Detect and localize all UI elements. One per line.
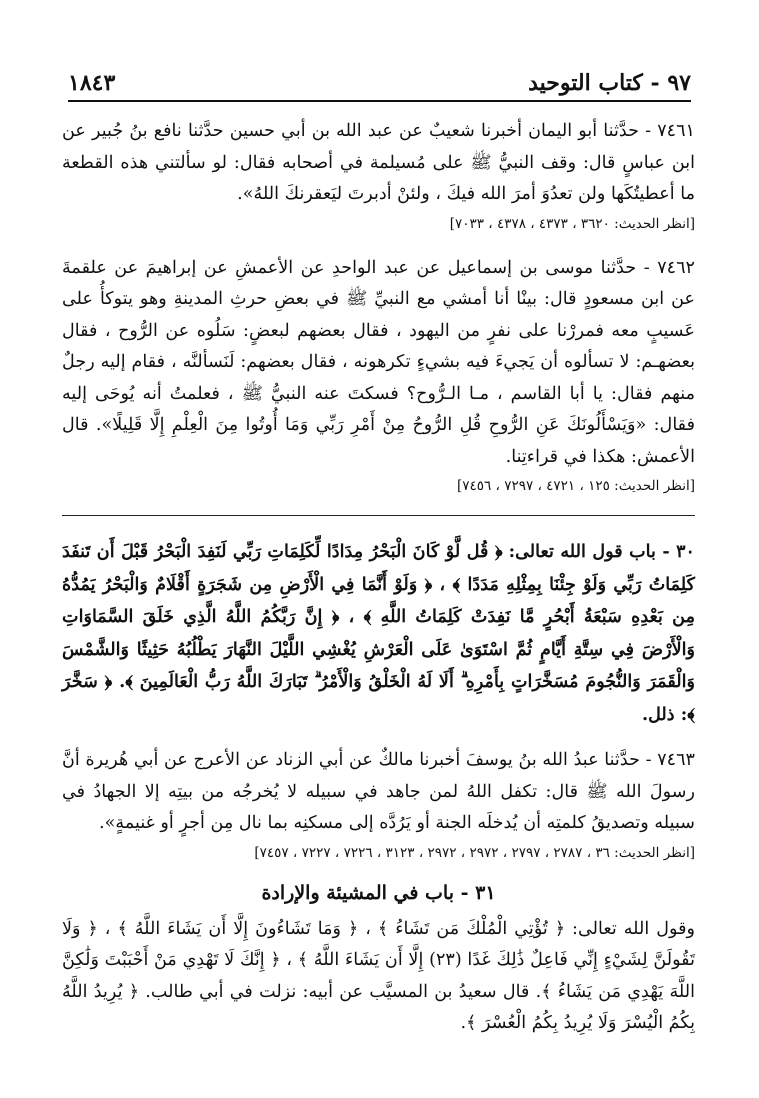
hadith-7462-refs: [انظر الحديث: ١٢٥ ، ٤٧٢١ ، ٧٢٩٧ ، ٧٤٥٦]	[456, 478, 695, 494]
page-content	[62, 116, 695, 1042]
page-header	[68, 60, 691, 102]
bab-31-title: ٣١ - باب في المشيئة والإرادة	[261, 881, 496, 904]
bab-30-text: ﴿ قُل لَّوْ كَانَ الْبَحْرُ مِدَادًا لِّكَلِمَاتِ رَبِّي لَنَفِدَ الْبَحْرُ قَبْلَ أَن تَنفَدَ كَلِمَاتُ رَبِّي وَلَوْ جِئْنَا بِمِثْلِهِ مَدَدًا ﴾ ، ﴿ وَلَوْ أَنَّمَا فِي الْأَرْضِ مِن شَجَرَةٍ أَقْلَامٌ وَالْبَحْرُ يَمُدُّهُ مِن بَعْدِهِ سَبْعَةُ أَبْحُرٍ مَّا نَفِدَتْ كَلِمَاتُ اللَّهِ ﴾ ، ﴿ إِنَّ رَبَّكُمُ اللَّهُ الَّذِي خَلَقَ السَّمَاوَاتِ وَالْأَرْضَ فِي سِتَّةِ أَيَّامٍ ثُمَّ اسْتَوَىٰ عَلَى الْعَرْشِ يُغْشِي اللَّيْلَ النَّهَارَ يَطْلُبُهُ حَثِيثًا وَالشَّمْسَ وَالْقَمَرَ وَالنُّجُومَ مُسَخَّرَاتٍ بِأَمْرِهِ ۗ أَلَا لَهُ الْخَلْقُ وَالْأَمْرُ ۗ تَبَارَكَ اللَّهُ رَبُّ الْعَالَمِينَ ﴾. ﴿ سَخَّرَ ﴾: ذلل.	[62, 541, 695, 725]
bab-30-title: ٣٠ - باب قول الله تعالى:	[508, 541, 696, 562]
hadith-7463-refs: [انظر الحديث: ٣٦ ، ٢٧٨٧ ، ٢٧٩٧ ، ٢٩٧٢ ، ٢٩٧٢ ، ٣١٢٣ ، ٧٢٢٦ ، ٧٢٢٧ ، ٧٤٥٧]	[254, 844, 695, 861]
page-number: ١٨٤٣	[68, 70, 116, 96]
running-title: ٩٧ - كتاب التوحيد	[528, 70, 691, 96]
section-divider	[62, 515, 695, 516]
bab-31-text: وقول الله تعالى: ﴿ تُؤْتِي الْمُلْكَ مَن تَشَاءُ ﴾ ، ﴿ وَمَا تَشَاءُونَ إِلَّا أَن يَشَاءَ اللَّهُ ﴾ ، ﴿ وَلَا تَقُولَنَّ لِشَيْءٍ إِنِّي فَاعِلٌ ذَٰلِكَ غَدًا (٢٣) إِلَّا أَن يَشَاءَ اللَّهُ ﴾ ، ﴿ إِنَّكَ لَا تَهْدِي مَنْ أَحْبَبْتَ وَلَٰكِنَّ اللَّهَ يَهْدِي مَن يَشَاءُ ﴾. قال سعيدُ بن المسيَّب عن أبيه: نزلت في أبي طالب. ﴿ يُرِيدُ اللَّهُ بِكُمُ الْيُسْرَ وَلَا يُرِيدُ بِكُمُ الْعُسْرَ ﴾.	[62, 918, 695, 1033]
hadith-7462: ٧٤٦٢ - حدَّثنا موسى بن إسماعيل عن عبد الواحدِ عن الأعمشِ عن إبراهيمَ عن علقمةَ عن ابن مسعودٍ قال: بينْا أنا أمشي مع النبيِّ ﷺ في بعضِ حرثِ المدينةِ وهو يتوكأُ على عَسيبٍ معه فمررْنا على نفرٍ من اليهود ، فقال بعضهم لبعضٍ: سَلُوه عن الرُّوح ، فقال بعضهـم: لا تسألوه أن يَجيءَ فيه بشيءٍ تكرهونه ، فقال بعضهم: لَنَسألنَّه ، فقام إليه رجلٌ منهم فقال: يا أبا القاسم ، مـا الـرُّوح؟ فسكتَ عنه النبيُّ ﷺ ، فعلمتُ أنه يُوحَى إليه فقال: «وَيَسْأَلُونَكَ عَنِ الرُّوحِ قُلِ الرُّوحُ مِنْ أَمْرِ رَبِّي وَمَا أُوتُوا مِنَ الْعِلْمِ إِلَّا قَلِيلًا». قال الأعمش: هكذا في قراءتِنا.	[62, 257, 695, 467]
hadith-7461-refs: [انظر الحديث: ٣٦٢٠ ، ٤٣٧٣ ، ٤٣٧٨ ، ٧٠٣٣]	[449, 215, 695, 232]
hadith-7461: ٧٤٦١ - حدَّثنا أبو اليمان أخبرنا شعيبٌ عن عبد الله بن أبي حسين حدَّثنا نافع بنُ جُبير عن ابن عباسٍ قال: وقف النبيُّ ﷺ على مُسيلمة في أصحابه فقال: لو سألتني هذه القطعة ما أعطيتُكَها ولن تعدُوَ أمرَ الله فيكَ ، ولئنْ أدبرتَ ليَعقرنكَ اللهُ».	[62, 121, 695, 204]
bab-30	[62, 536, 695, 731]
hadith-7463: ٧٤٦٣ - حدَّثنا عبدُ الله بنُ يوسفَ أخبرنا مالكٌ عن أبي الزناد عن الأعرج عن أبي هُريرة أنَّ رسولَ الله ﷺ قال: تكفل اللهُ لمن جاهد في سبيله لا يُخرجُه من بيتِه إلا الجهادُ في سبيله وتصديقُ كلمتِه أن يُدخلَه الجنة أو يَرُدَّه إلى مسكنِه بما نال مِن أجرٍ أو غنيمةٍ».	[62, 750, 695, 833]
